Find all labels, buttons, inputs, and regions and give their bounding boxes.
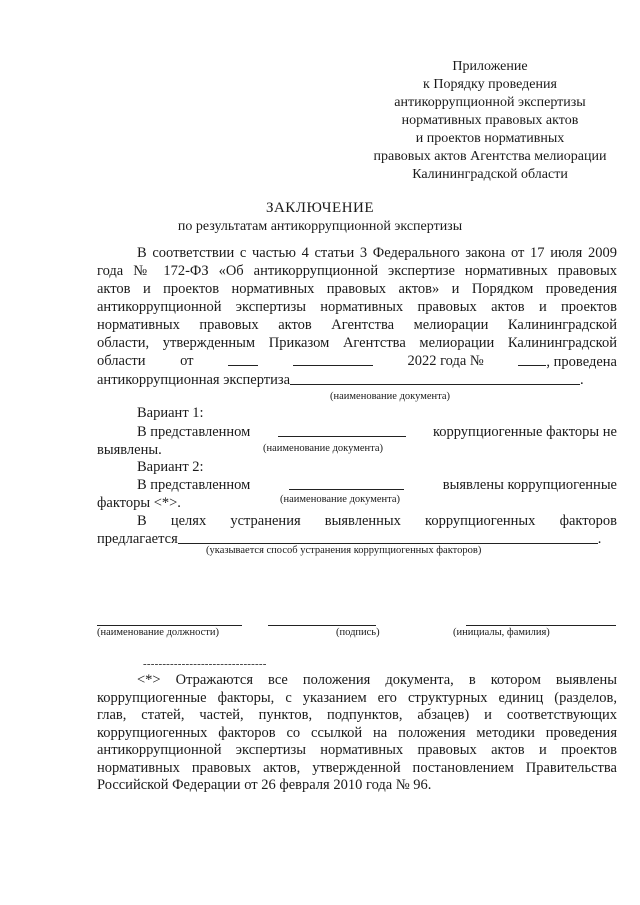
intro-text: , проведена: [546, 354, 617, 370]
variant1-line2: выявлены.: [97, 442, 162, 458]
intro-text: от: [180, 353, 194, 369]
variant1-line: [97, 423, 617, 441]
variant2-text: [97, 476, 617, 548]
intro-line: года № 172-ФЗ «Об антикоррупционной экспертизе нормативных правовых: [97, 263, 617, 279]
intro-line: [97, 244, 617, 262]
variant2-text: .: [597, 531, 602, 547]
hint-document-name: (наименование документа): [330, 391, 451, 402]
document-name-blank[interactable]: [290, 371, 580, 385]
intro-line: актов и проектов нормативных правовых актов» и Порядком проведения: [97, 281, 617, 297]
appendix-line: Приложение: [452, 59, 528, 74]
elimination-method-blank[interactable]: [178, 530, 598, 544]
month-blank[interactable]: [293, 352, 373, 366]
position-label: (наименование должности): [97, 627, 220, 638]
variant1-label: Вариант 1:: [137, 405, 204, 421]
intro-line-date: [97, 352, 617, 371]
day-blank[interactable]: [228, 352, 258, 366]
variant2-text: предлагается: [97, 531, 178, 547]
footnote-line: нормативных правовых актов, утвержденной постановлением Правительства: [97, 759, 617, 776]
footnote-line: глав, статей, частей, пунктов, подпунктов, абзацев) и соответствующих: [97, 707, 617, 723]
intro-line: области, утвержденным Приказом Агентства мелиорации Калининградской: [97, 335, 617, 351]
signature-line[interactable]: [268, 624, 376, 626]
position-line[interactable]: [97, 624, 242, 626]
intro-text: .: [580, 372, 584, 388]
variant2-line2: факторы <*>.: [97, 495, 181, 511]
document-title: ЗАКЛЮЧЕНИЕ: [265, 200, 375, 216]
footnote-line: антикоррупционной экспертизы нормативных правовых актов и проектов: [97, 742, 617, 758]
appendix-line: антикоррупционной экспертизы: [394, 95, 586, 110]
intro-line: антикоррупционной экспертизы нормативных правовых актов и проектов: [97, 299, 617, 315]
variant2-text-b: выявлены коррупциогенные: [442, 477, 617, 493]
appendix-line: правовых актов Агентства мелиорации: [373, 149, 607, 164]
variant1-text-a: В представленном: [137, 424, 251, 440]
intro-line: нормативных правовых актов Агентства мелиорации Калининградской: [97, 317, 617, 333]
intro-line-expertise: [97, 371, 617, 389]
variant2-label: Вариант 2:: [137, 459, 204, 475]
footnote-line: коррупциогенные факторы, с указанием его структурных единиц (разделов,: [97, 689, 617, 706]
name-line[interactable]: [466, 624, 616, 626]
variant2-line3: В целях устранения выявленных коррупциогенных факторов: [137, 513, 617, 529]
intro-line-text: В соответствии с частью 4 статьи 3 Федерального закона от 17 июля 2009: [137, 245, 617, 261]
footnote-line: коррупциогенных факторов со ссылкой на положения методики проведения: [97, 724, 617, 741]
appendix-line: и проектов нормативных: [415, 131, 565, 146]
intro-text: области: [97, 353, 146, 369]
footnote-line: Российской Федерации от 26 февраля 2010 года № 96.: [97, 777, 432, 793]
appendix-line: нормативных правовых актов: [401, 113, 579, 128]
hint-variant2: (наименование документа): [280, 494, 401, 505]
variant1-text-b: коррупциогенные факторы не: [432, 424, 617, 440]
variant2-document-blank[interactable]: [289, 476, 404, 490]
document-subtitle: по результатам антикоррупционной экспертизы: [177, 219, 463, 234]
hint-variant1: (наименование документа): [263, 443, 384, 454]
intro-paragraph: [97, 244, 617, 389]
variant2-line: [97, 476, 617, 494]
appendix-line: Калининградской области: [412, 167, 568, 182]
variant2-text-a: В представленном: [137, 477, 251, 493]
number-blank[interactable]: [518, 352, 546, 366]
appendix-header: [360, 58, 620, 184]
intro-text: 2022 года №: [407, 353, 484, 369]
intro-text: антикоррупционная экспертиза: [97, 372, 291, 388]
hint-elimination-method: (указывается способ устранения коррупциогенных факторов): [206, 545, 482, 556]
footnote: [97, 672, 617, 795]
name-label: (инициалы, фамилия): [453, 627, 550, 638]
variant1-document-blank[interactable]: [278, 423, 406, 437]
appendix-line: к Порядку проведения: [423, 77, 557, 92]
signature-label: (подпись): [336, 627, 380, 638]
footnote-line: <*> Отражаются все положения документа, в котором выявлены: [137, 672, 617, 688]
footnote-separator: --------------------------------: [143, 658, 267, 670]
